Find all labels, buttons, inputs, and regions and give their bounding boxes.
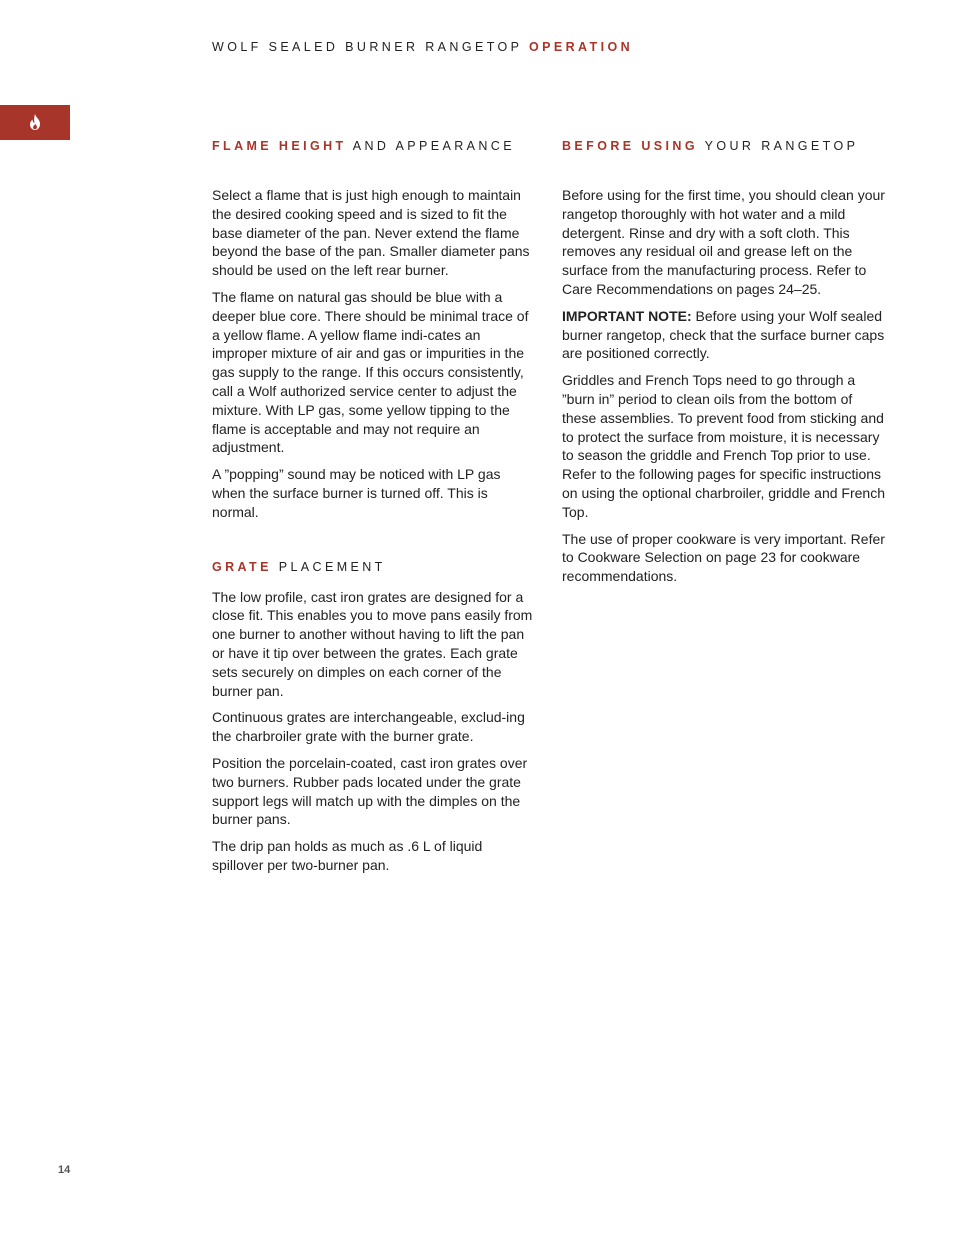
- flame-icon: [27, 113, 43, 131]
- before-paragraph-3: Griddles and French Tops need to go through a ”burn in” period to clean oils from the bottom of these assemblies. To prevent food from sticking and to protect the surface from moisture, it is necessary to season the griddle and French Top prior to use. Refer to the following pages for specific instructions on using the optional charbroiler, griddle and French Top.: [562, 372, 885, 520]
- flame-height-heading: FLAME HEIGHT AND APPEARANCE: [212, 139, 515, 153]
- flame-paragraph-2: The flame on natural gas should be blue with a deeper blue core. There should be minimal trace of a yellow flame. A yellow flame indi-cates an improper mixture of air and gas or impurities in the gas supply to the range. If this occurs consistently, call a Wolf authorized service center to adjust the mixture. With LP gas, some yellow tipping to the flame is acceptable and may not require an adjustment.: [212, 288, 529, 456]
- important-note: [562, 307, 886, 363]
- page-number: 14: [58, 1164, 71, 1176]
- header-section: OPERATION: [529, 40, 633, 54]
- important-note-label: IMPORTANT NOTE:: [562, 307, 692, 324]
- header-title: WOLF SEALED BURNER RANGETOP: [212, 40, 523, 54]
- before-paragraph-1: Before using for the first time, you should clean your rangetop thoroughly with hot water and a mild detergent. Rinse and dry with a soft cloth. This removes any residual oil and grease left on the surface from the manufacturing process. Refer to Care Recommendations on pages 24–25.: [562, 187, 885, 297]
- grate-placement-heading: GRATE PLACEMENT: [212, 559, 386, 574]
- before-paragraph-4: The use of proper cookware is very important. Refer to Cookware Selection on page 23 for cookware recommendations.: [562, 530, 885, 585]
- section-tab: [0, 105, 70, 140]
- right-column: [562, 137, 886, 594]
- important-note-text: Before using your Wolf sealed burner rangetop, check that the surface burner caps are positioned correctly.: [562, 307, 885, 362]
- grate-paragraph-2: Continuous grates are interchangeable, exclud-ing the charbroiler grate with the burner grate.: [212, 709, 525, 745]
- grate-paragraph-3: Position the porcelain-coated, cast iron grates over two burners. Rubber pads located under the grate support legs will match up with the dimples on the burner pans.: [212, 754, 528, 828]
- before-using-heading: BEFORE USING YOUR RANGETOP: [562, 139, 859, 153]
- flame-paragraph-1: Select a flame that is just high enough to maintain the desired cooking speed and is sized to fit the base diameter of the pan. Never extend the flame beyond the base of the pan. Smaller diameter pans should be used on the left rear burner.: [212, 187, 530, 279]
- grate-paragraph-1: The low profile, cast iron grates are designed for a close fit. This enables you to move pans easily from one burner to another without having to lift the pan or have it tip over between the grates. Each grate sets securely on dimples on each corner of the burner pan.: [212, 588, 533, 699]
- left-column: [212, 137, 534, 883]
- flame-paragraph-3: A ”popping” sound may be noticed with LP gas when the surface burner is turned off. This is normal.: [212, 466, 501, 520]
- grate-paragraph-4: The drip pan holds as much as .6 L of liquid spillover per two-burner pan.: [212, 838, 483, 873]
- page-header: [212, 40, 633, 54]
